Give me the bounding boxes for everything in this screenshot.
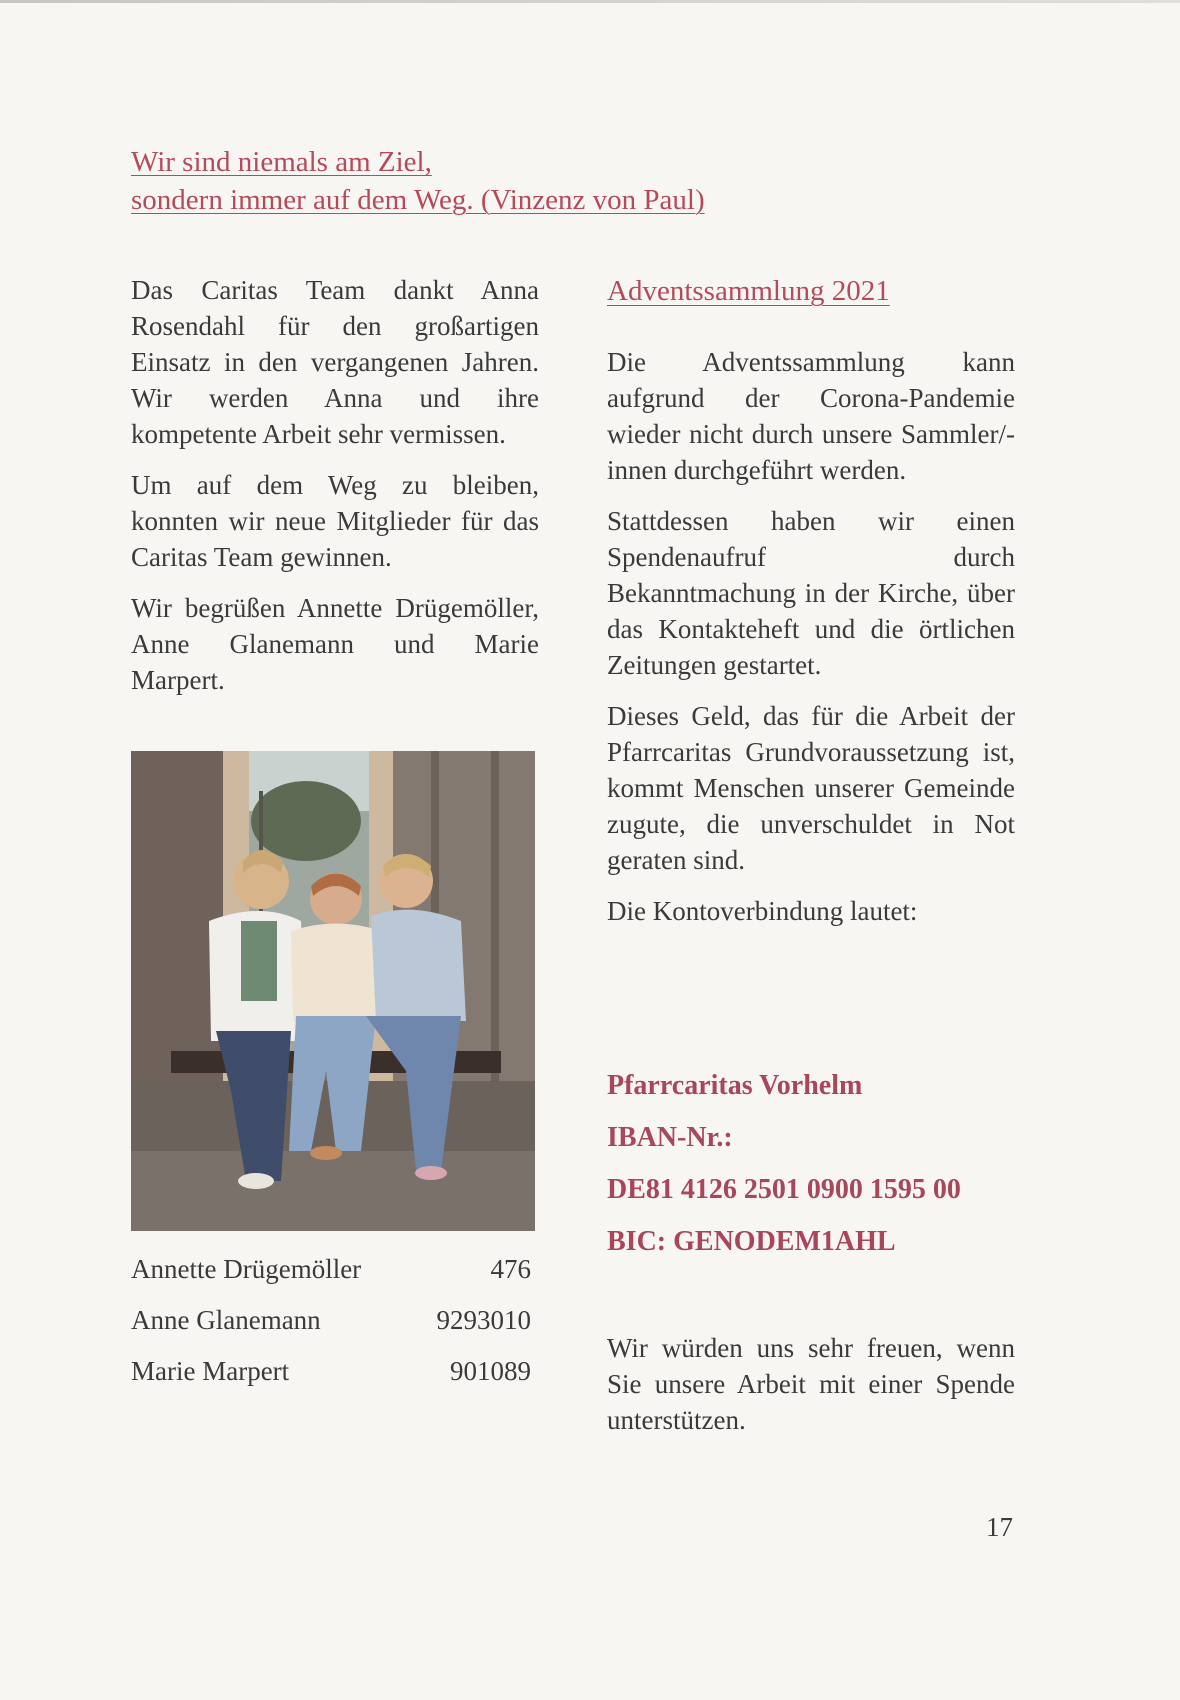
contact-name: Marie Marpert (131, 1356, 290, 1386)
contact-phone: 9293010 (436, 1305, 531, 1335)
bank-iban: DE81 4126 2501 0900 1595 00 (607, 1174, 961, 1205)
quote (131, 143, 705, 219)
team-photo-illustration (131, 751, 535, 1231)
bank-bic: BIC: GENODEM1AHL (607, 1226, 896, 1257)
contact-row (131, 1302, 531, 1353)
paragraph-new-members: Um auf dem Weg zu bleiben, konnten wir neue Mitglieder für das Caritas Team gewinnen. (131, 470, 539, 572)
paragraph-thanks: Das Caritas Team dankt Anna Rosendahl für den großartigen Einsatz in den vergangenen Jahren. Wir werden Anna und ihre kompetente Arbeit sehr vermissen. (131, 275, 539, 449)
contact-list (131, 1251, 531, 1404)
right-column (607, 272, 1015, 944)
team-photo (131, 751, 535, 1231)
contact-phone: 901089 (450, 1356, 531, 1386)
quote-line-2: sondern immer auf dem Weg. (Vinzenz von Paul) (131, 184, 705, 216)
closing-paragraph: Wir würden uns sehr freuen, wenn Sie unsere Arbeit mit einer Spende unterstützen. (607, 1333, 1015, 1435)
contact-phone: 476 (490, 1254, 531, 1284)
paragraph-use-of-funds: Dieses Geld, das für die Arbeit der Pfarrcaritas Grundvoraussetzung ist, kommt Menschen unserer Gemeinde zugute, die unverschuldet in Not geraten sind. (607, 701, 1015, 875)
page-top-edge (0, 0, 1180, 3)
contact-name: Annette Drügemöller (131, 1254, 362, 1284)
paragraph-donation-call: Stattdessen haben wir einen Spendenaufruf durch Bekanntmachung in der Kirche, über das Kontakteheft und die örtlichen Zeitungen gestartet. (607, 506, 1015, 680)
paragraph-collection-status: Die Adventssammlung kann aufgrund der Corona-Pandemie wieder nicht durch unsere Sammler/-innen durchgeführt werden. (607, 347, 1015, 485)
section-heading-advent-collection: Adventssammlung 2021 (607, 275, 890, 307)
quote-line-1: Wir sind niemals am Ziel, (131, 146, 432, 178)
left-column (131, 272, 539, 713)
paragraph-account-intro: Die Kontoverbindung lautet: (607, 896, 918, 926)
bank-details (607, 1068, 961, 1276)
contact-row (131, 1353, 531, 1404)
bank-account-name: Pfarrcaritas Vorhelm (607, 1070, 863, 1101)
contact-row (131, 1251, 531, 1302)
paragraph-welcome: Wir begrüßen Annette Drügemöller, Anne Glanemann und Marie Marpert. (131, 593, 539, 695)
page-number: 17 (986, 1512, 1013, 1542)
contact-name: Anne Glanemann (131, 1305, 321, 1335)
bank-iban-label: IBAN-Nr.: (607, 1122, 733, 1153)
